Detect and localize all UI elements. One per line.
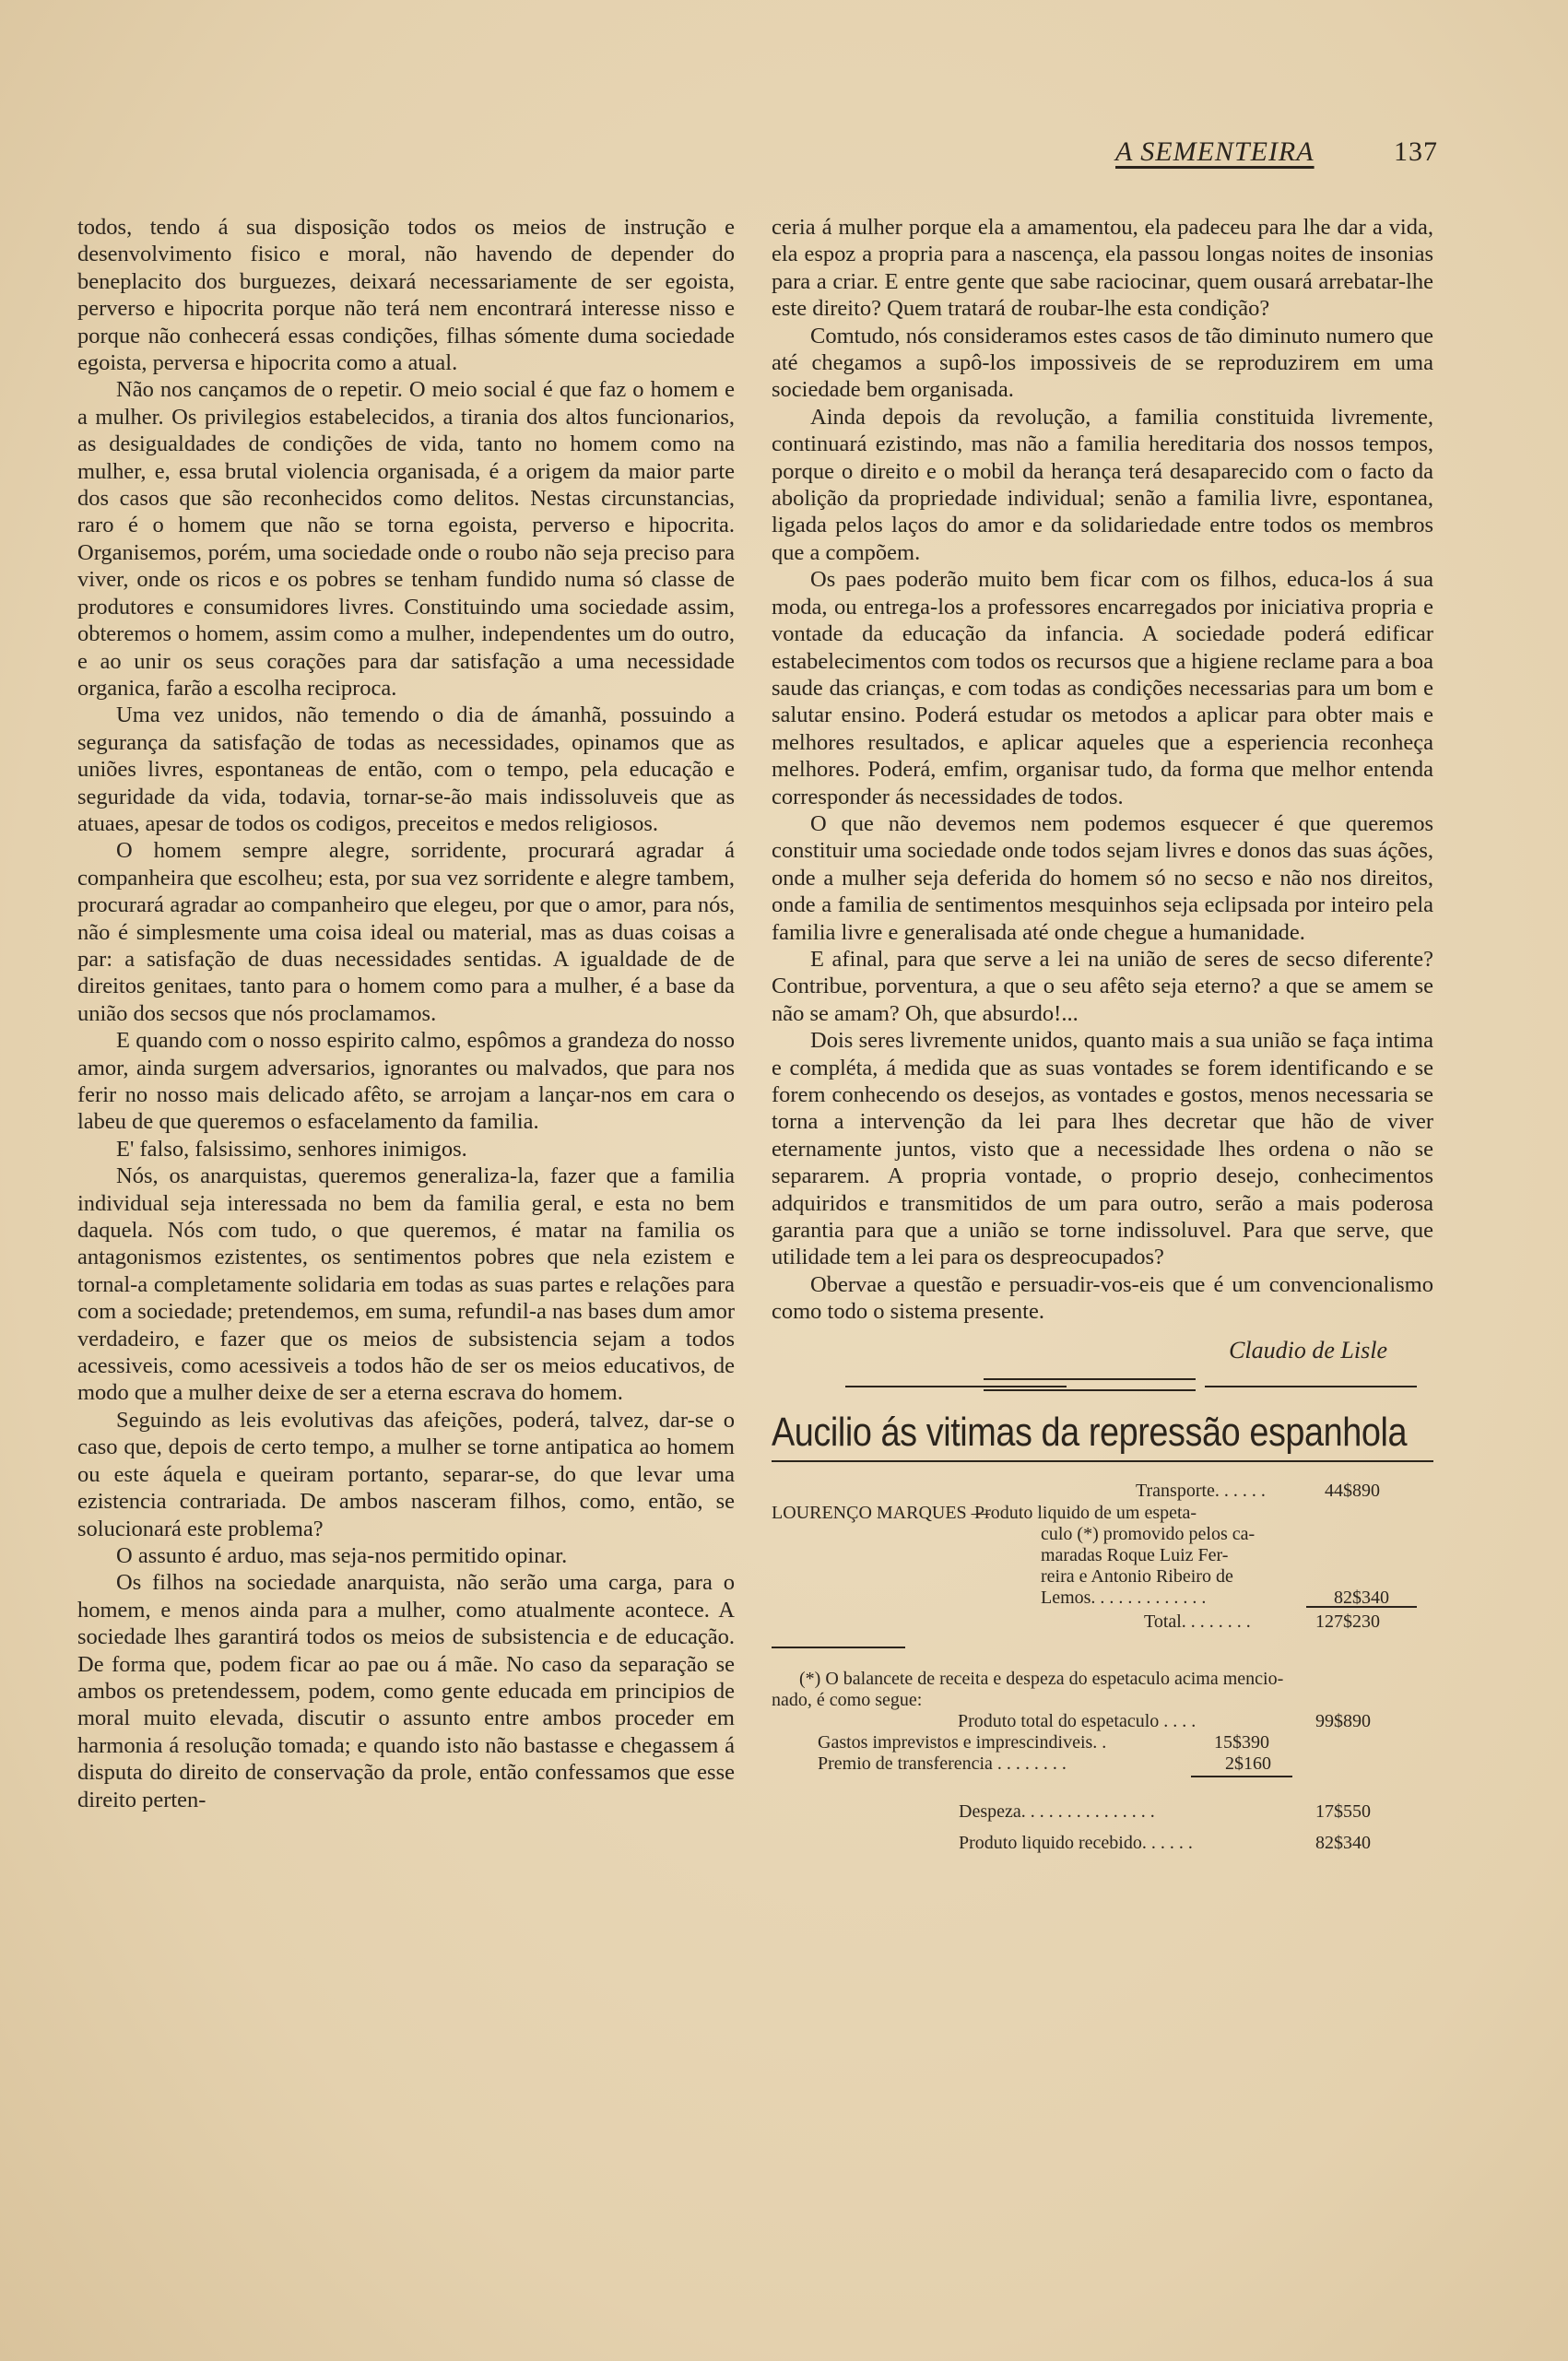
donation-value: 82$340 [1334,1588,1389,1609]
paragraph: Nós, os anarquistas, queremos generaliza-la, fazer que a familia individual seja interessada no bem da familia geral, e esta no bem daquela. Nós com tudo, o que queremos, é matar na familia os antagonismos ezistentes, os sentimentos pobres que nela ezistem e tornal-a completamente solidaria em todas as suas partes e relações para com a sociedade; pretendemos, em suma, refundil-a nas bases dum amor verdadeiro, e fazer que os meios de subsistencia sejam a todos acessiveis, como acessiveis a todos hão de ser os meios educativos, de modo que a mulher deixe de ser a eterna escrava do homem. [77,1163,735,1406]
right-column [772,214,1433,1954]
ledger-value: 15$390 [1214,1732,1269,1753]
ledger-value: 99$890 [1315,1711,1371,1732]
note-rule [772,1647,905,1648]
journal-title: A SEMENTEIRA [1115,136,1315,167]
donation-line: maradas Roque Luiz Fer- [1041,1545,1229,1566]
despeza-value: 17$550 [1315,1801,1371,1823]
left-column [77,214,735,1813]
note-text: nado, é como segue: [772,1690,923,1711]
paragraph: Obervae a questão e persuadir-vos-eis que é um convencionalismo como todo o sistema presente. [772,1271,1433,1325]
paragraph: Comtudo, nós consideramos estes casos de tão diminuto numero que até chegamos a supô-los impossiveis de se reproduzirem em uma sociedade bem organisada. [772,323,1433,403]
ledger-label: Produto total do espetaculo . . . . [958,1711,1197,1732]
paragraph: O que não devemos nem podemos esquecer é que queremos constituir uma sociedade onde todos sejam livres e donos das suas áções, onde a mulher seja deferida do homem só no secso e não nos direitos, onde a familia de sentimentos mesquinhos seja eclipsada por inteiro pela familia livre e generalisada até onde chegue a humanidade. [772,810,1433,945]
aid-accounts [772,1475,1433,1954]
paragraph: E' falso, falsissimo, senhores inimigos. [116,1136,467,1162]
paragraph: ceria á mulher porque ela a amamentou, ela padeceu para lhe dar a vida, ela espoz a propria para a nascença, ela passou longas noites de insonias para a criar. E entre gente que sabe raciocinar, quem ousará arrebatar-lhe este direito? Quem tratará de roubar-lhe esta condição? [772,215,1433,322]
transport-label: Transporte. . . . . . [1136,1481,1266,1502]
total-label: Total. . . . . . . . [1144,1611,1251,1633]
paragraph: Os filhos na sociedade anarquista, não serão uma carga, para o homem, e menos ainda para a mulher, como atualmente acontece. A sociedade lhes garantirá todos os meios de subsistencia e de educação. De forma que, podem ficar ao pae ou á mãe. No caso da separação se ambos os pretendessem, podem, como gente educada em principios de moral muito elevada, discutir o assunto entre ambos proceder em harmonia á resolução tomada; e quando isto não bastasse e chegassem á disputa do direito de conservação da prole, então confessamos que esse direito perten- [77,1570,735,1812]
despeza-label: Despeza. . . . . . . . . . . . . . . [959,1801,1155,1823]
donation-line: Produto liquido de um espeta- [974,1503,1197,1524]
ledger-label: Gastos imprevistos e imprescindiveis. . [818,1732,1107,1753]
page-number: 137 [1394,136,1438,167]
paragraph: todos, tendo á sua disposição todos os meios de instrução e desenvolvimento fisico e moral, não havendo de depender do beneplacito dos burguezes, deixará necessariamente de ser egoista, perverso e hipocrita porque não terá nem encontrará interesse nisso e porque não conhecerá essas condições, filhas sómente duma sociedade egoista, perversa e hipocrita como a atual. [77,215,735,376]
paragraph: Seguindo as leis evolutivas das afeições, poderá, talvez, dar-se o caso que, depois de certo tempo, a mulher se torne antipatica ao homem ou este áquela e queiram portanto, separar-se, do que levar uma ezistencia contrariada. De ambos nasceram filhos, como, então, se solucionará este problema? [77,1407,735,1541]
note-text: (*) O balancete de receita e despeza do espetaculo acima mencio- [799,1669,1284,1690]
page-header [1088,136,1447,177]
transport-value: 44$890 [1325,1481,1380,1502]
total-value: 127$230 [1315,1611,1380,1633]
paragraph: E quando com o nosso espirito calmo, espômos a grandeza do nosso amor, ainda surgem adversarios, ignorantes ou malvados, que para nos ferir no nosso mais delicado afêto, se arrojam a lançar-nos em cara o labeu de que queremos o esfacelamento da familia. [77,1028,735,1135]
section-divider [772,1376,1433,1402]
donation-line: culo (*) promovido pelos ca- [1041,1524,1256,1545]
paragraph: Ainda depois da revolução, a familia constituida livremente, continuará ezistindo, mas não a familia hereditaria dos nossos tempos, porque o direito e o mobil da herança terá desaparecido com o facto da abolição da propriedade individual; senão a familia livre, espontanea, ligada pelos laços do amor e da solidariedade entre todos os membros que a compõem. [772,404,1433,565]
paragraph: O homem sempre alegre, sorridente, procurará agradar á companheira que escolheu; esta, por sua vez sorridente e alegre tambem, procurará agradar ao companheiro que elegeu, por que o amor, para nós, não é simplesmente uma coisa ideal ou material, mas as duas coisas a par: a satisfação de duas necessidades sentidas. A igualdade de de direitos genitaes, tanto para o homem como para a mulher, é a base da união dos secsos que nós proclamamos. [77,838,735,1026]
paragraph: Uma vez unidos, não temendo o dia de ámanhã, possuindo a segurança da satisfação de todas as necessidades, opinamos que as uniões livres, espontaneas de então, com o tempo, pela educação e seguridade da vida, todavia, tornar-se-ão mais indissoluveis que as atuaes, apesar de todos os codigos, preceitos e medos religiosos. [77,702,735,836]
net-label: Produto liquido recebido. . . . . . [959,1833,1193,1854]
paragraph: E afinal, para que serve a lei na união de seres de secso diferente? Contribue, porventura, a que o seu afêto seja eterno? a que se amem se não se amam? Oh, que absurdo!... [772,946,1433,1026]
sum-rule [1306,1606,1417,1608]
paragraph: O assunto é arduo, mas seja-nos permitido opinar. [116,1542,568,1568]
donation-line: reira e Antonio Ribeiro de [1041,1566,1233,1588]
aid-heading: Aucilio ás vitimas da repressão espanhola [772,1410,1408,1456]
paragraph: Dois seres livremente unidos, quanto mais a sua união se faça intima e compléta, á medida que as suas vontades se forem identificando e se forem conhecendo os desejos, as vontades e gostos, menos necessaria se torna a intervenção da lei para lhes decretar que hão de viver eternamente juntos, visto que a necessidade lhes ordena o não se separarem. A propria vontade, o proprio desejo, conhecimentos adquiridos e transmitidos de um para outro, serão a mais poderosa garantia para que a união se torne indissoluvel. Para que serve, que utilidade tem a lei para os despreocupados? [772,1028,1433,1270]
paragraph: Os paes poderão muito bem ficar com os filhos, educa-los á sua moda, ou entrega-los a professores encarregados por iniciativa propria e vontade da educação da infancia. A sociedade poderá edificar estabelecimentos com todos os recursos que a higiene reclame para a boa saude das crianças, e com todas as condições necessarias para um bom e salutar ensino. Poderá estudar os metodos a aplicar para obter mais e melhores resultados, e aplicar aqueles que a esperiencia reconheça melhores. Poderá, emfim, organisar tudo, da forma que melhor entenda corresponder ás necessidades de todos. [772,567,1433,809]
author-signature: Claudio de Lisle [1229,1336,1387,1363]
net-value: 82$340 [1315,1833,1371,1854]
ledger-label: Premio de transferencia . . . . . . . . [818,1753,1067,1775]
sum-rule [1191,1776,1292,1777]
ledger-value: 2$160 [1225,1753,1271,1775]
paragraph: Não nos cançamos de o repetir. O meio social é que faz o homem e a mulher. Os privilegios estabelecidos, a tirania dos altos funcionarios, as desigualdades de condições de vida, tanto no homem como na mulher, e, essa brutal violencia organisada, é a origem da maior parte dos casos que são reconhecidos como delitos. Nestas circunstancias, raro é o homem que não se torna egoista, perverso e hipocrita. Organisemos, porém, uma sociedade onde o roubo não seja preciso para viver, onde os ricos e os pobres se tenham fundido numa só classe de produtores e consumidores livres. Constituindo uma sociedade assim, obteremos o homem, assim como a mulher, independentes um do outro, e ao unir os seus corações para dar satisfação a uma necessidade organica, farão a escolha reciproca. [77,377,735,701]
heading-rule [772,1460,1433,1462]
donation-line: Lemos. . . . . . . . . . . . . [1041,1588,1207,1609]
donor-name: LOURENÇO MARQUES — [772,1503,990,1524]
